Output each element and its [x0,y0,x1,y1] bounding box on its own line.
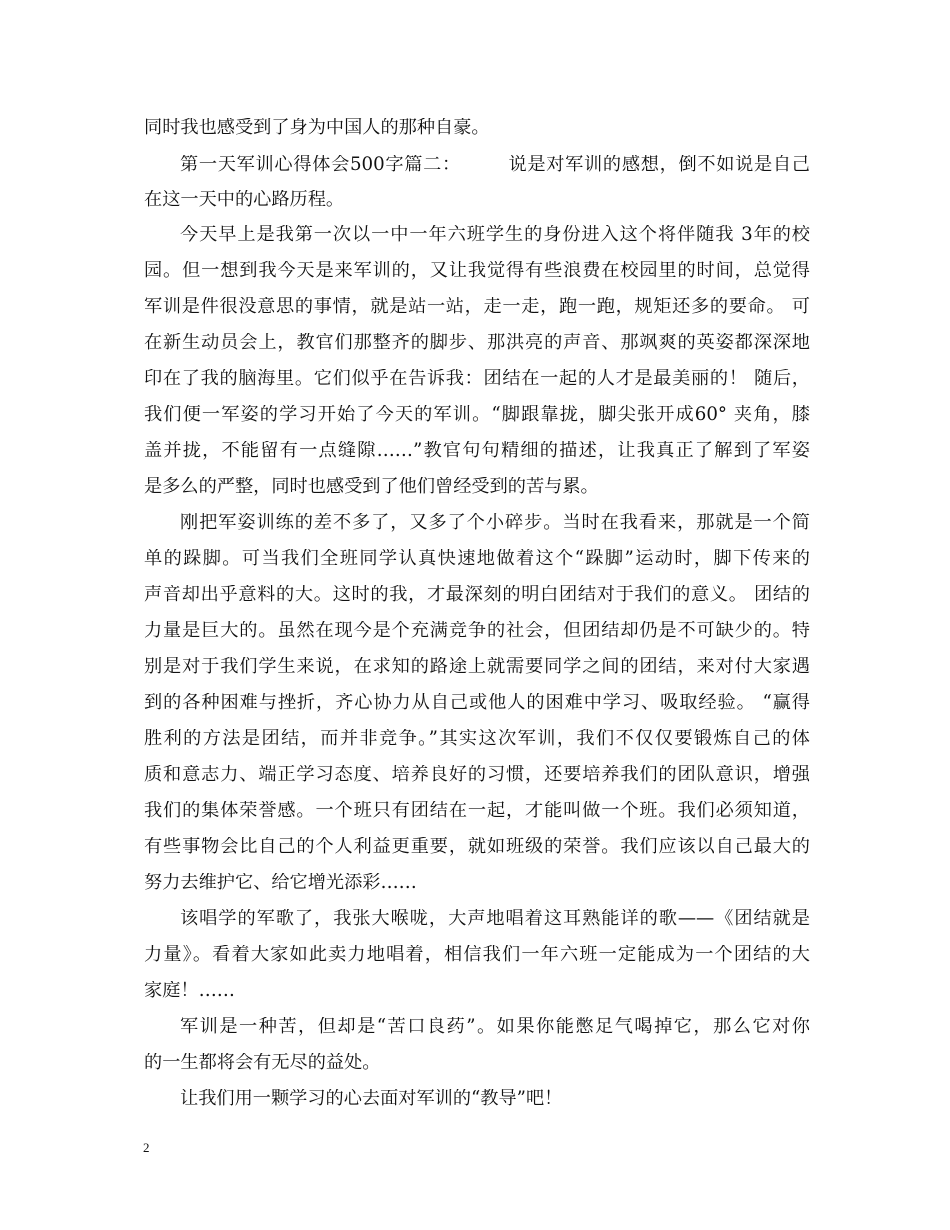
text-line: 努力去维护它、给它增光添彩…… [144,873,417,893]
text-line: 的一生都将会有无尽的益处。 [144,1053,381,1073]
text-line: 是多么的严整，同时也感受到了他们曾经受到的苦与累。 [144,477,599,497]
text-line: 质和意志力、端正学习态度、培养良好的习惯，还要培养我们的团队意识，增强 [144,765,810,785]
text-line: 有些事物会比自己的个人利益更重要，就如班级的荣誉。我们应该以自己最大的 [144,837,810,857]
text-line: 印在了我的脑海里。它们似乎在告诉我：团结在一起的人才是最美丽的！ 随后， [144,369,810,389]
text-line: 力量》。看着大家如此卖力地唱着，相信我们一年六班一定能成为一个团结的大 [144,945,810,965]
text-line: 力量是巨大的。虽然在现今是个充满竞争的社会，但团结却仍是不可缺少的。特 [144,621,810,641]
text-line: 今天早上是我第一次以一中一年六班学生的身份进入这个将伴随我 3年的校 [180,225,810,245]
text-line: 第一天军训心得体会500字篇二： 说是对军训的感想，倒不如说是自己 [180,155,810,175]
text-line: 我们便一军姿的学习开始了今天的军训。“脚跟靠拢，脚尖张开成60° 夹角，膝 [144,405,810,425]
text-line: 家庭！…… [144,981,235,1001]
text-line: 在新生动员会上，教官们那整齐的脚步、那洪亮的声音、那飒爽的英姿都深深地 [144,333,810,353]
text-line: 军训是件很没意思的事情，就是站一站，走一走，跑一跑，规矩还多的要命。 可 [144,297,810,317]
text-line: 盖并拢，不能留有一点缝隙……”教官句句精细的描述，让我真正了解到了军姿 [144,441,810,461]
text-line: 别是对于我们学生来说，在求知的路途上就需要同学之间的团结，来对付大家遇 [144,657,810,677]
text-line: 我们的集体荣誉感。一个班只有团结在一起，才能叫做一个班。我们必须知道， [144,801,810,821]
text-line: 声音却出乎意料的大。这时的我，才最深刻的明白团结对于我们的意义。 团结的 [144,585,810,605]
text-line: 园。但一想到我今天是来军训的，又让我觉得有些浪费在校园里的时间，总觉得 [144,261,810,281]
text-line: 同时我也感受到了身为中国人的那种自豪。 [144,118,490,138]
text-line: 胜利的方法是团结，而并非竞争。”其实这次军训，我们不仅仅要锻炼自己的体 [144,729,810,749]
page-number: 2 [143,1140,150,1155]
text-line: 军训是一种苦，但却是“苦口良药”。如果你能憋足气喝掉它，那么它对你 [180,1017,810,1037]
text-line: 单的跺脚。可当我们全班同学认真快速地做着这个“跺脚”运动时，脚下传来的 [144,549,810,569]
text-line: 在这一天中的心路历程。 [144,190,345,210]
text-line: 让我们用一颗学习的心去面对军训的“教导”吧！ [180,1089,563,1109]
text-line: 到的各种困难与挫折，齐心协力从自己或他人的困难中学习、吸取经验。 “赢得 [144,693,810,713]
text-line: 该唱学的军歌了，我张大喉咙，大声地唱着这耳熟能详的歌——《团结就是 [180,909,810,929]
text-line: 刚把军姿训练的差不多了，又多了个小碎步。当时在我看来，那就是一个简 [180,513,810,533]
